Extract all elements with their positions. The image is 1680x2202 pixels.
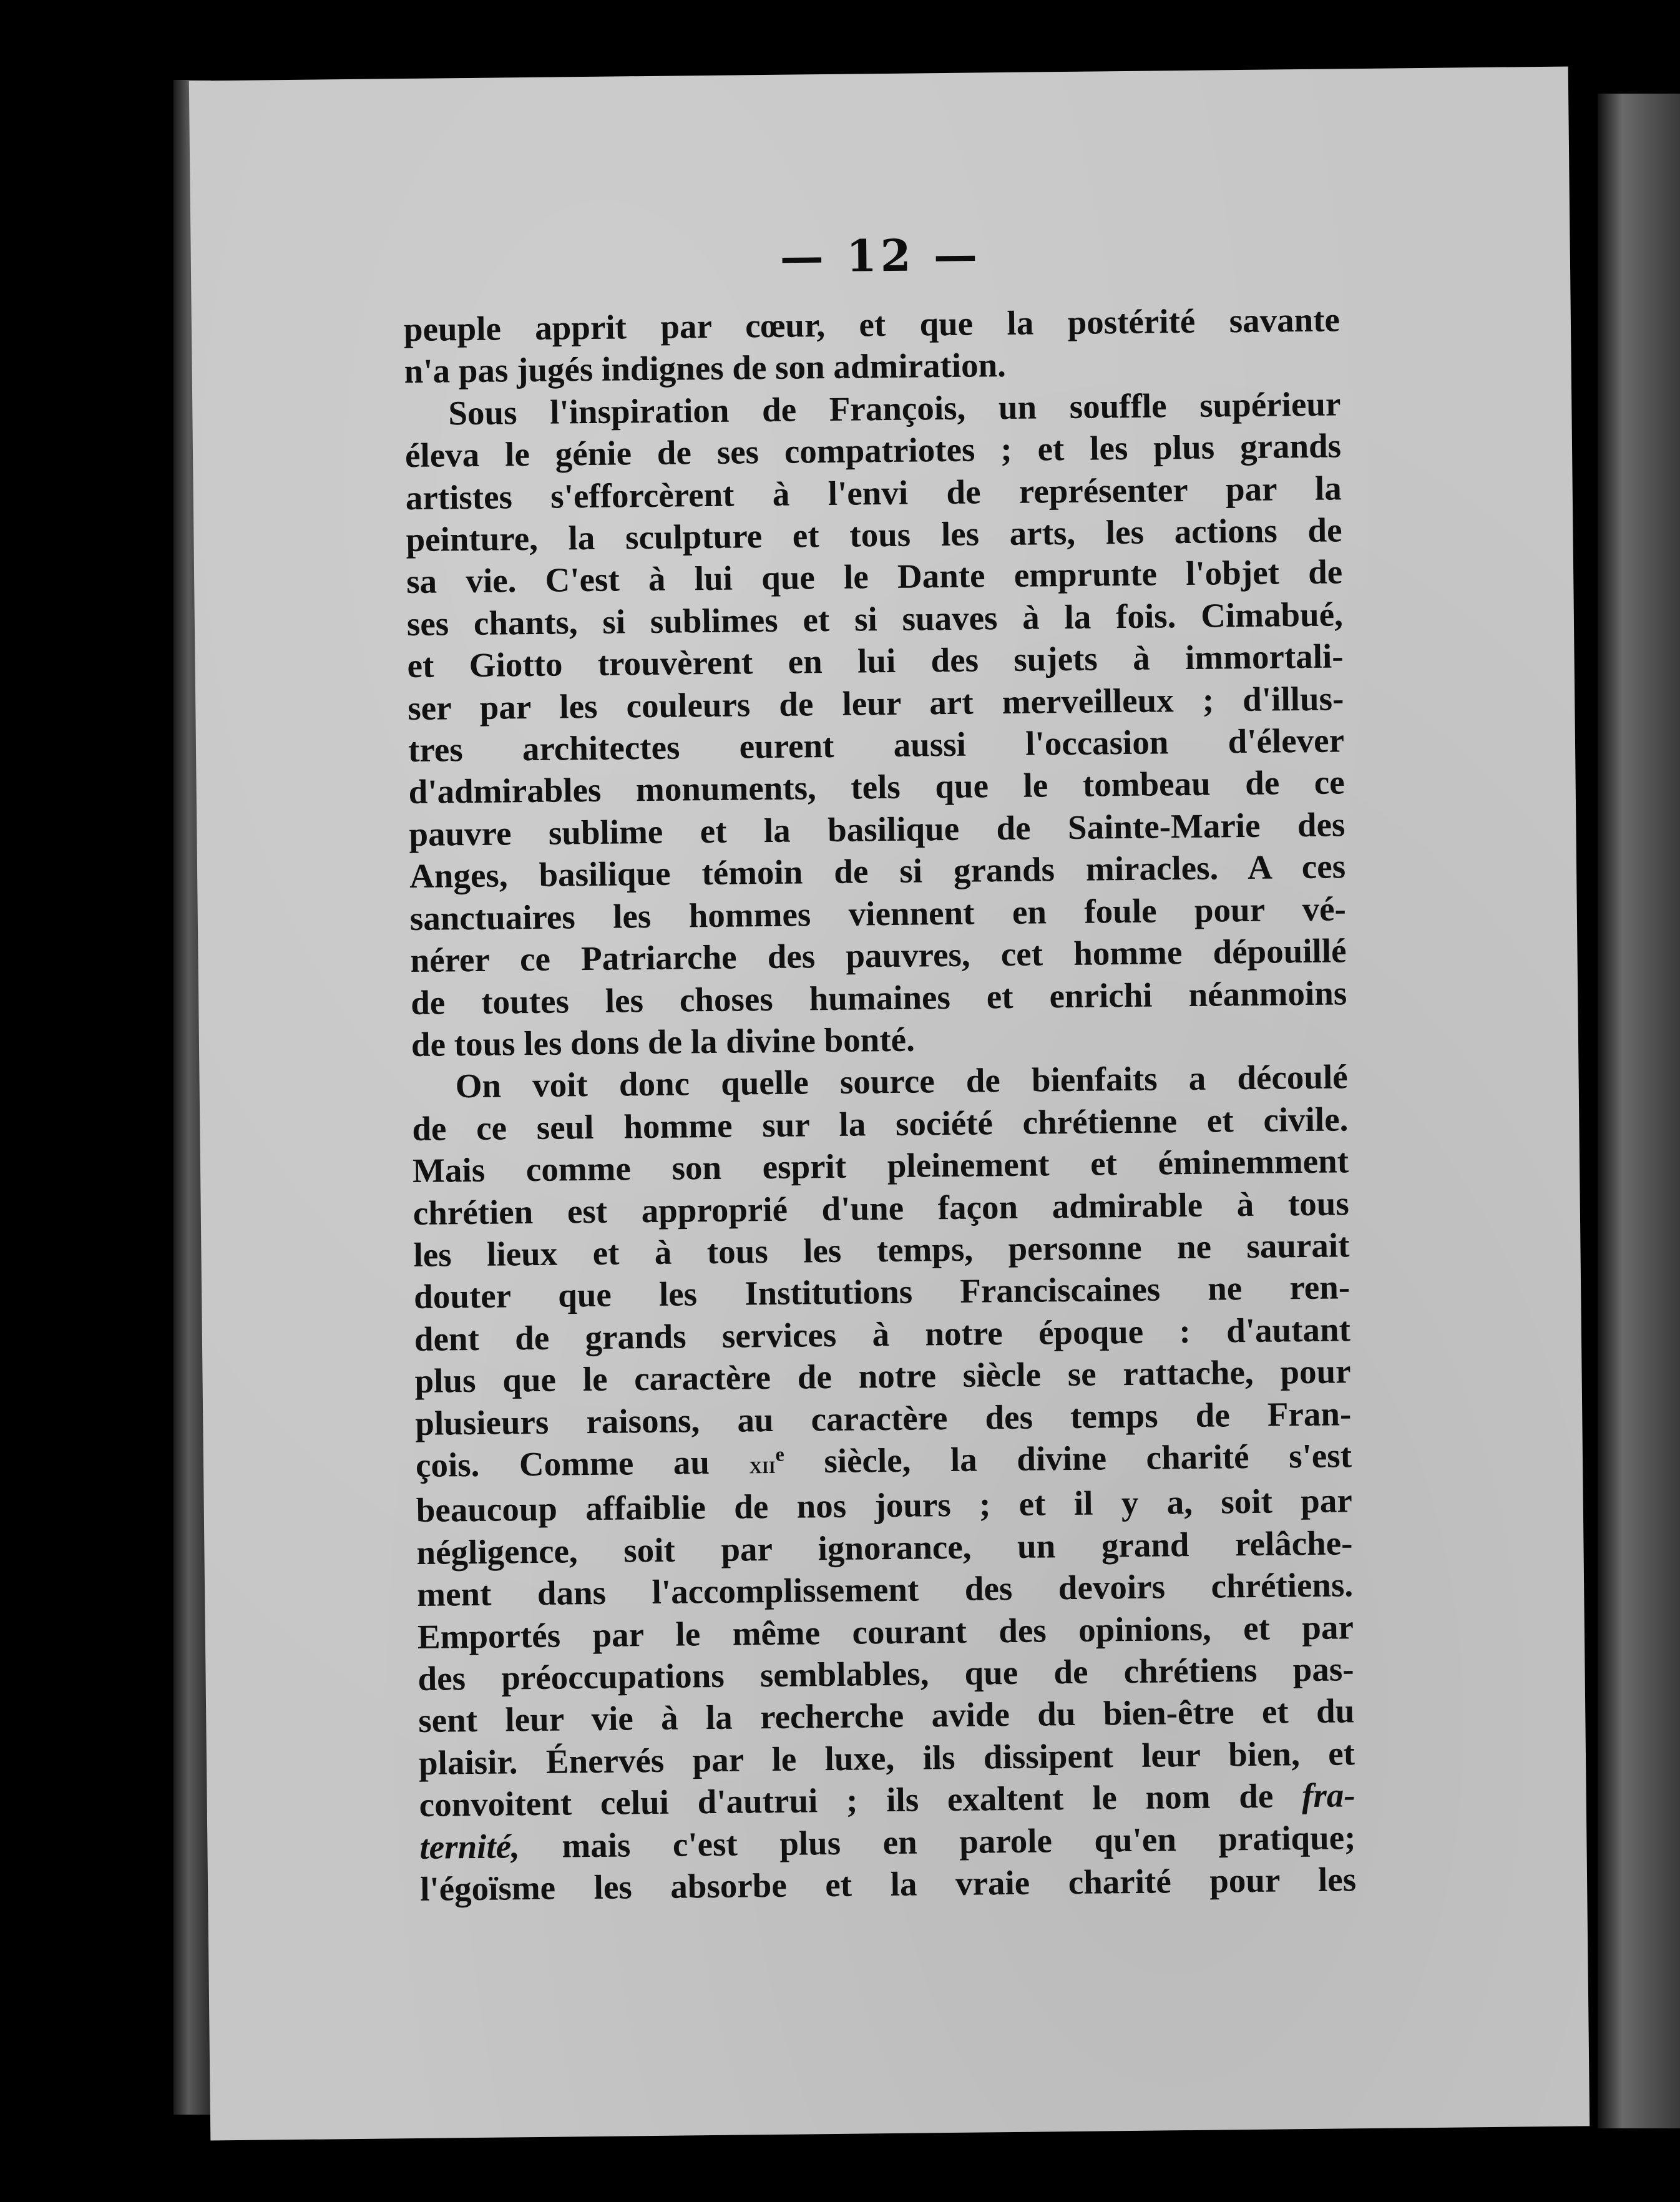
text-line: des préoccupations semblables, que de chrétiens pas- bbox=[418, 1650, 1354, 1698]
century-roman: xii bbox=[749, 1450, 776, 1479]
text-line: Mais comme son esprit pleinement et éminemment bbox=[412, 1142, 1349, 1190]
text-line: artistes s'efforcèrent à l'envi de représenter par la bbox=[405, 468, 1342, 517]
body-text bbox=[404, 298, 1357, 1910]
text-line: nérer ce Patriarche des pauvres, cet homme dépouillé bbox=[410, 931, 1347, 980]
text-line: de tous les dons de la divine bonté. bbox=[411, 1020, 916, 1064]
text-line: plaisir. Énervés par le luxe, ils dissipent leur bien, et bbox=[418, 1734, 1355, 1782]
text-line: Anges, basilique témoin de si grands miracles. A ces bbox=[409, 847, 1346, 896]
text-line: dent de grands services à notre époque : d'autant bbox=[414, 1310, 1351, 1358]
century-superscript: e bbox=[775, 1442, 784, 1466]
text-line: plus que le caractère de notre siècle se rattache, pour bbox=[414, 1352, 1351, 1401]
text-line: ser par les couleurs de leur art merveilleux ; d'illus- bbox=[408, 678, 1344, 727]
book-page bbox=[189, 67, 1590, 2141]
text-line: Sous l'inspiration de François, un souffle supérieur bbox=[448, 384, 1341, 433]
adjacent-page-edge bbox=[1598, 94, 1680, 2128]
text-line: chrétien est approprié d'une façon admirable à tous bbox=[413, 1183, 1350, 1232]
text-line: tres architectes eurent aussi l'occasion d'élever bbox=[408, 721, 1345, 770]
text-line: douter que les Institutions Franciscaines ne ren- bbox=[413, 1268, 1350, 1316]
text-line: sa vie. C'est à lui que le Dante emprunte l'objet de bbox=[406, 552, 1343, 601]
text-line: Emportés par le même courant des opinions, et par bbox=[417, 1607, 1354, 1656]
page-number: — 12 — bbox=[779, 228, 982, 283]
text-line: négligence, soit par ignorance, un grand relâche- bbox=[416, 1524, 1353, 1572]
text-line: l'égoïsme les absorbe et la vraie charité pour les bbox=[419, 1860, 1357, 1908]
text-line: ses chants, si sublimes et si suaves à la fois. Cimabué, bbox=[406, 595, 1344, 643]
text-line: plusieurs raisons, au caractère des temps de Fran- bbox=[415, 1394, 1352, 1442]
text-line: de ce seul homme sur la société chrétienne et civile. bbox=[412, 1100, 1349, 1148]
text-line: beaucoup affaiblie de nos jours ; et il y a, soit par bbox=[416, 1481, 1353, 1530]
text-fragment: çois. Comme au bbox=[415, 1442, 750, 1484]
text-fragment: siècle, la divine charité s'est bbox=[784, 1436, 1352, 1480]
text-fragment: mais c'est plus en parole qu'en pratique; bbox=[519, 1818, 1356, 1865]
text-line: On voit donc quelle source de bienfaits a découlé bbox=[455, 1057, 1348, 1105]
italic-word: ternité, bbox=[419, 1826, 520, 1866]
text-line: d'admirables monuments, tels que le tombeau de ce bbox=[408, 763, 1345, 811]
text-line: n'a pas jugés indignes de son admiration. bbox=[404, 346, 1007, 391]
text-line: sent leur vie à la recherche avide du bien-être et du bbox=[418, 1691, 1355, 1740]
text-line: éleva le génie de ses compatriotes ; et les plus grands bbox=[404, 426, 1342, 475]
text-line: et Giotto trouvèrent en lui des sujets à immortali- bbox=[407, 637, 1344, 685]
text-line: pauvre sublime et la basilique de Sainte-Marie des bbox=[409, 805, 1345, 853]
text-line: sanctuaires les hommes viennent en foule pour vé- bbox=[409, 889, 1347, 937]
italic-word: fra- bbox=[1301, 1776, 1355, 1815]
text-fragment: convoitent celui d'autrui ; ils exaltent le nom de bbox=[419, 1776, 1302, 1824]
text-line: peinture, la sculpture et tous les arts, les actions de bbox=[406, 511, 1342, 559]
text-line: ment dans l'accomplissement des devoirs chrétiens. bbox=[416, 1565, 1354, 1614]
text-line: les lieux et à tous les temps, personne ne saurait bbox=[413, 1226, 1350, 1274]
text-line: peuple apprit par cœur, et que la postérité savante bbox=[403, 300, 1341, 349]
text-line: de toutes les choses humaines et enrichi néanmoins bbox=[410, 973, 1347, 1022]
